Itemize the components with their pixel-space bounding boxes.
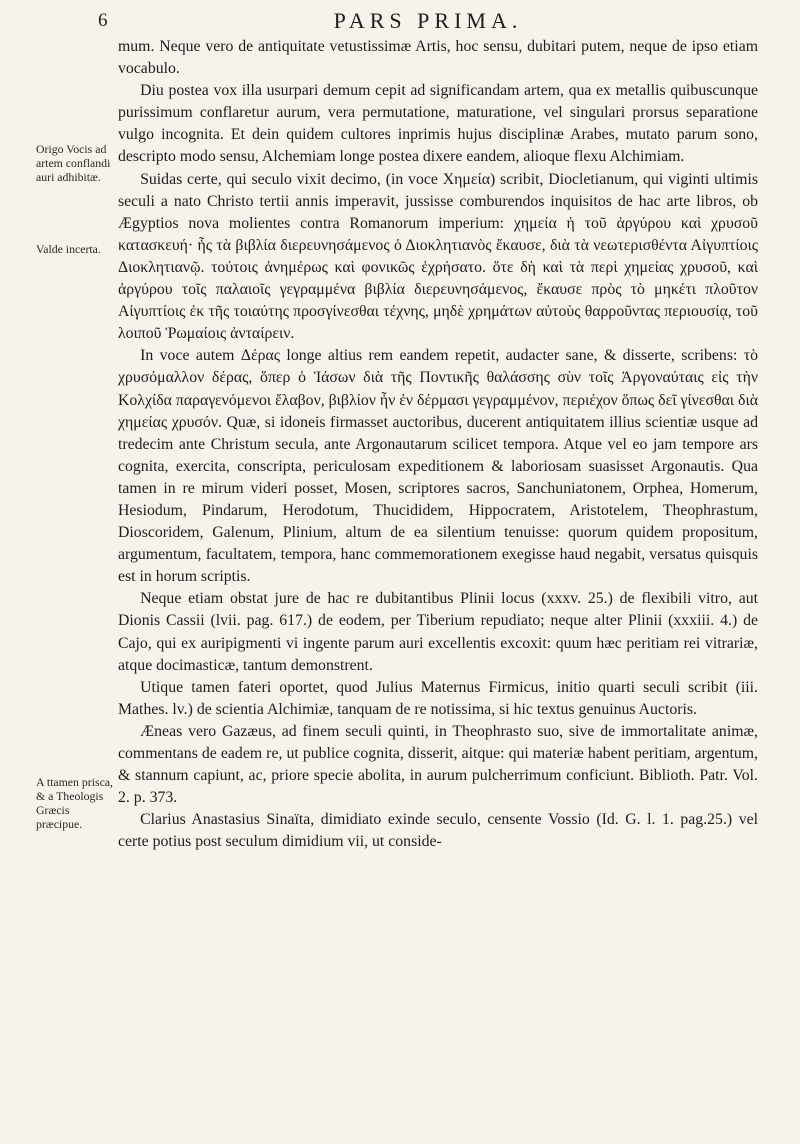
paragraph: Utique tamen fateri oportet, quod Julius Maternus Firmicus, initio quarti seculi scribit (iii. Mathes. lv.) de scientia Alchimiæ, tanquam de re notissima, si hic textus genuinus Auctoris. <box>118 678 758 718</box>
body-text <box>118 36 758 853</box>
paragraph: mum. Neque vero de antiquitate vetustissimæ Artis, hoc sensu, dubitari putem, neque de ipso etiam vocabulo. <box>118 38 758 78</box>
paragraph: Diu postea vox illa usurpari demum cepit ad significandam artem, qua ex metallis quibuscunque purissimum conflaretur aurum, vera permutatione, maturatione, vel singulari prorsus separatione vulgo incognita. Et dein quidem cultores inprimis hujus disciplinæ Arabes, mutato parum sono, descripto modo sensu, Alchemiam longe postea dixere eandem, alioque flexu Alchimiam. <box>118 82 758 166</box>
paragraph: Clarius Anastasius Sinaïta, dimidiato exinde seculo, censente Vossio (Id. G. l. 1. pag.25.) vel certe potius post seculum dimidium vii, ut conside- <box>118 811 758 851</box>
paragraph: Neque etiam obstat jure de hac re dubitantibus Plinii locus (xxxv. 25.) de flexibili vitro, aut Dionis Cassii (lvii. pag. 617.) de eodem, per Tiberium repudiato; neque alter Plinii (xxxiii. 4.) de Cajo, qui ex auripigmenti vi ingente parum auri excellentis excoxit: quum hæc peritiam rei vitrariæ, atque docimasticæ, tantum demonstrent. <box>118 590 758 674</box>
page-number: 6 <box>98 10 108 31</box>
running-title: PARS PRIMA. <box>333 8 523 33</box>
paragraph: Æneas vero Gazæus, ad finem seculi quinti, in Theophrasto suo, sive de immortalitate animæ, commentans de eadem re, ut publice cognita, disserit, aitque: qui materiæ habent peritiam, argentum, & stannum capiunt, ac, priore specie abolita, in aurum pulcherrimum conficiunt. Biblioth. Patr. Vol. 2. p. 373. <box>118 722 758 807</box>
paragraph: In voce autem Δέρας longe altius rem eandem repetit, audacter sane, & disserte, scribens: τὸ χρυσόμαλλον δέρας, ὅπερ ὁ Ἰάσων διὰ τῆς Ποντικῆς θαλάσσης σὺν τοῖς Ἀργοναύταις εἰς τὴν Κολχίδα παραγενόμενοι ἔλαβον, βιβλίον ἦν ἐν δέρμασι γεγραμμένον, περιέχον ὅπως δεῖ γίνεσθαι διὰ χημείας χρυσόν. Quæ, si idoneis firmasset auctoribus, ducerent antiquitatem illius scientiæ usque ad tredecim ante Christum secula, ante Argonautarum scilicet tempora. Atque vel eo jam tempore ars cognita, exercita, conscripta, periculosam expeditionem & laboriosam suasisset Argonautis. Qua tamen in re mirum videri posset, Mosen, scriptores sacros, Sanchuniatonem, Orphea, Homerum, Hesiodum, Pindarum, Herodotum, Thucididem, Hippocratem, Aristotelem, Theophrastum, Dioscoridem, Galenum, Plinium, altum de ea silentium tenuisse: quorum quidem propositum, argumentum, facultatem, tempora, hanc commemorationem exegisse haud negabit, versatus quisquis est in horum scriptis. <box>118 347 758 586</box>
margin-note: Origo Vocis ad artem conflandi auri adhibitæ. <box>36 142 111 184</box>
paragraph: Suidas certe, qui seculo vixit decimo, (in voce Χημεία) scribit, Diocletianum, qui viginti ultimis seculi a nato Christo tertii annis imperavit, jussisse comburendos inquisitos de hac arte libros, ob Ægyptios nova molientes contra Romanorum imperium: χημεία ἡ τοῦ ἀργύρου καὶ χρυσοῦ κατασκευή· ἧς τὰ βιβλία διερευνησάμενος ὁ Διοκλητιανὸς ἔκαυσε, διὰ τὰ νεωτερισθέντα Αἰγυπτίοις Διοκλητιανῷ. τούτοις ἀνημέρως καὶ φονικῶς ἐχρήσατο. ὅτε δὴ καὶ τὰ περὶ χημείας χρυσοῦ, καὶ ἀργύρου τοῖς παλαιοῖς γεγραμμένα βιβλία διερευνησάμενος, ἔκαυσε πρὸς τὸ μηκέτι πλοῦτον Αἰγυπτίοις ἐκ τῆς τοιαύτης προσγίνεσθαι τέχνης, μηδὲ χρημάτων αὐτοὺς θαρροῦντας περιουσίᾳ, τοῦ λοιποῦ Ῥωμαίοις ἀνταίρειν. <box>118 170 758 343</box>
margin-note: A ttamen prisca, & a Theologis Græcis præcipue. <box>36 775 113 831</box>
page-header <box>98 8 758 34</box>
margin-note: Valde incerta. <box>36 242 101 256</box>
